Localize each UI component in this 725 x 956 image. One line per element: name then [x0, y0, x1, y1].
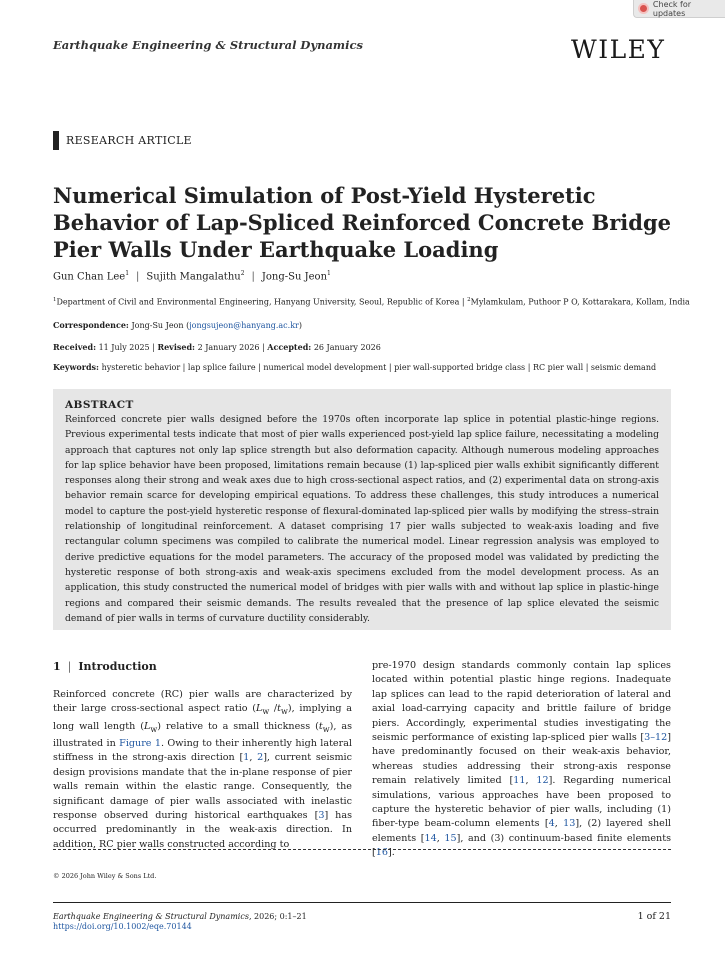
abstract-text: Reinforced concrete pier walls designed before the 1970s often incorporate lap splice in potential plastic-hinge regions. Previous experimental tests indicate that most of pier walls experienced post-yield lap splice failure, necessitating a modeling approach that captures not only lap splice strength but also deformation capacity. Although numerous modeling approaches for lap splice behavior have been proposed, limitations remain because (1) lap-spliced pier walls exhibit significantly different responses along their strong and weak axes due to high cross-sectional aspect ratios, and (2) experimental data on strong-axis behavior remain scarce for developing empirical equations. To address these challenges, this study introduces a numerical model to capture the post-yield hysteretic response of flexural-dominated lap-spliced pier walls by modifying the stress–strain relationship of longitudinal reinforcement. A dataset comprising 17 pier walls subjected to weak-axis loading and five rectangular column specimens was compiled to calibrate the numerical model. Linear regression analysis was employed to derive predictive equations for the model parameters. The accuracy of the proposed model was validated by predicting the hysteretic response of both strong-axis and weak-axis specimens excluded from the model development process. As an application, this study constructed the numerical model of bridges with pier walls with and without lap splice in plastic-hinge regions and compared their seismic demands. The results revealed that the presence of lap splice elevated the seismic demand of pier walls in terms of curvature ductility considerably.: [65, 414, 659, 624]
abstract-box: [53, 389, 671, 630]
section-title: Introduction: [78, 660, 157, 673]
correspondence-name: Jong-Su Jeon: [131, 321, 184, 330]
footer-journal-name: Earthquake Engineering & Structural Dynamics: [53, 912, 249, 921]
keywords: [53, 362, 656, 372]
reference-link[interactable]: 11: [513, 775, 526, 787]
page-number: 1 of 21: [637, 911, 671, 922]
math-symbol: L: [144, 720, 151, 732]
intro-right-column: pre-1970 design standards commonly contain lap splices located within potential plastic hinge regions. Inadequate lap splices can lead to the rapid deterioration of lateral and axial load-carrying capacity and brittle failure of bridge piers. Accordingly, experimental studies investigating the seismic performance of existing lap-spliced pier walls [3–12] have predominantly focused on their weak-axis behavior, whereas studies addressing their strong-axis response remain relatively limited [11, 12]. Regarding numerical simulations, various approaches have been proposed to capture the hysteretic behavior of pier walls, including (1) fiber-type beam-column elements [4, 13], (2) layered shell elements [14, 15], and (3) continuum-based finite elements [16].: [372, 660, 672, 859]
received-label: Received:: [53, 342, 97, 352]
correspondence: Correspondence: Jong-Su Jeon (jongsujeon@hanyang.ac.kr): [53, 320, 302, 330]
intro-left-column: Reinforced concrete (RC) pier walls are characterized by their large cross-sectional aspect ratio ($L_w$ $/t_w$), implying a long wall length $(L_w)$ relative to a small thickness $(t_w)$, as illustrated in Figure 1. Owing to their inherently high lateral stiffness in the strong-axis direction [1, 2], current seismic design provisions mandate that the in-plane response of pier walls remain within the elastic range. Consequently, the significant damage of pier walls associated with inelastic response observed during historical earthquakes [3] has occurred predominantly in the weak-axis direction. In addition, RC pier walls constructed according to: [53, 689, 352, 850]
author-name[interactable]: Jong-Su Jeon: [261, 271, 328, 283]
article-dates: [53, 342, 381, 352]
received-date: 11 July 2025: [98, 343, 150, 352]
reference-link[interactable]: 16: [375, 847, 388, 859]
body-text: ], and (3) continuum-based finite elements [: [372, 832, 672, 859]
body-text: pre-1970 design standards commonly contain lap splices located within potential plastic hinge regions. Inadequate lap splices can lead to the rapid deterioration of lateral and axial load-carrying capacity and brittle failure of bridge piers. Accordingly, experimental studies investigating the seismic performance of existing lap-spliced pier walls [: [372, 660, 671, 744]
author-name[interactable]: Gun Chan Lee: [53, 271, 126, 283]
doi-link[interactable]: https://doi.org/10.1002/eqe.70144: [53, 922, 192, 931]
correspondence-label: Correspondence:: [53, 320, 129, 330]
reference-link[interactable]: 1: [243, 752, 250, 764]
body-text: ), as illustrated in: [53, 720, 352, 750]
body-text: ] have predominantly focused on their weak-axis behavior, whereas studies addressing their strong-axis response remain relatively limited [: [372, 732, 671, 787]
affiliation-number: 1: [53, 297, 57, 303]
math-subscript: w: [150, 724, 158, 734]
author-list: [53, 270, 331, 282]
accepted-date: 26 January 2026: [313, 343, 381, 352]
affiliation-1: Department of Civil and Environmental Engineering, Hanyang University, Seoul, Republic of Korea: [56, 297, 460, 307]
footer-citation-detail: , 2026; 0:1–21: [248, 912, 307, 921]
reference-link[interactable]: 3: [318, 810, 325, 822]
article-title: Numerical Simulation of Post-Yield Hysteretic Behavior of Lap-Spliced Reinforced Concrete Bridge Pier Walls Under Earthquake Loading: [53, 183, 672, 262]
footer-citation: [53, 912, 307, 921]
author-affiliation: 1: [327, 270, 331, 277]
keywords-text: hysteretic behavior | lap splice failure | numerical model development | pier wall-supported bridge class | RC pier wall | seismic demand: [101, 363, 657, 372]
affiliation-number: 2: [467, 297, 471, 303]
body-text: ]. Regarding numerical simulations, various approaches have been proposed to capture the hysteretic behavior of pier walls, including (1) fiber-type beam-column elements [: [372, 775, 671, 830]
article-type-label: RESEARCH ARTICLE: [66, 134, 192, 147]
keywords-label: Keywords:: [53, 362, 100, 372]
revised-label: Revised:: [157, 342, 196, 352]
article-type: [53, 131, 192, 150]
body-text: ] has occurred predominantly in the weak-axis direction. In addition, RC pier walls constructed according to: [53, 810, 352, 850]
body-text: /: [269, 703, 278, 715]
affiliations: [53, 297, 690, 307]
footnote-divider: [53, 849, 671, 850]
copyright-notice: © 2026 John Wiley & Sons Ltd.: [53, 872, 157, 880]
body-text: . Owing to their inherently high lateral stiffness in the strong-axis direction [: [53, 738, 352, 764]
section-number: 1: [53, 660, 61, 673]
correspondence-email-link[interactable]: jongsujeon@hanyang.ac.kr: [189, 321, 299, 330]
check-for-updates-label: Check for updates: [652, 0, 692, 18]
author-affiliation: 1: [125, 270, 130, 277]
reference-link[interactable]: 3–12: [644, 732, 668, 744]
reference-link[interactable]: 14: [424, 832, 437, 844]
abstract-heading: ABSTRACT: [65, 399, 134, 411]
body-text: ], (2) layered shell elements [: [372, 818, 671, 844]
publisher-logo: WILEY: [571, 35, 666, 64]
math-subscript: w: [322, 724, 330, 734]
footer-divider: [53, 902, 671, 903]
body-text: Reinforced concrete (RC) pier walls are characterized by their large cross-sectional aspect ratio (: [53, 689, 352, 715]
author-name[interactable]: Sujith Mangalathu: [146, 271, 241, 283]
journal-name: Earthquake Engineering & Structural Dynamics: [53, 38, 363, 52]
figure-link[interactable]: Figure 1: [119, 738, 161, 750]
date-separator: |: [152, 343, 158, 352]
revised-date: 2 January 2026: [197, 343, 260, 352]
reference-link[interactable]: 15: [444, 832, 457, 844]
affiliation-2: Mylamkulam, Puthoor P O, Kottarakara, Kollam, India: [470, 297, 690, 307]
affiliation-separator: |: [459, 297, 468, 307]
accepted-label: Accepted:: [267, 342, 312, 352]
author-separator: |: [136, 271, 140, 283]
section-separator: |: [67, 660, 72, 673]
math-symbol: t: [277, 703, 282, 715]
reference-link[interactable]: 2: [257, 752, 264, 764]
reference-link[interactable]: 13: [563, 818, 576, 830]
body-text: ].: [387, 847, 395, 859]
body-text: ), implying a long wall length (: [53, 703, 352, 732]
math-symbol: t: [318, 720, 323, 732]
reference-link[interactable]: 12: [536, 775, 549, 787]
date-separator: |: [262, 343, 268, 352]
article-type-bar: [53, 131, 59, 150]
math-subscript: w: [262, 707, 270, 717]
body-text: ) relative to a small thickness (: [157, 720, 319, 732]
author-separator: |: [251, 271, 255, 283]
author-affiliation: 2: [240, 270, 245, 277]
math-symbol: L: [255, 703, 263, 715]
reference-link[interactable]: 4: [548, 818, 555, 830]
math-subscript: w: [281, 707, 288, 717]
body-text: ], current seismic design provisions mandate that the in-plane response of pier walls remain within the elastic range. Consequently, the significant damage of pier walls associated with inelastic response observed during historical earthquakes [: [53, 752, 352, 822]
update-icon: [638, 3, 649, 14]
section-heading: [53, 660, 157, 673]
check-for-updates-badge[interactable]: [633, 0, 725, 18]
